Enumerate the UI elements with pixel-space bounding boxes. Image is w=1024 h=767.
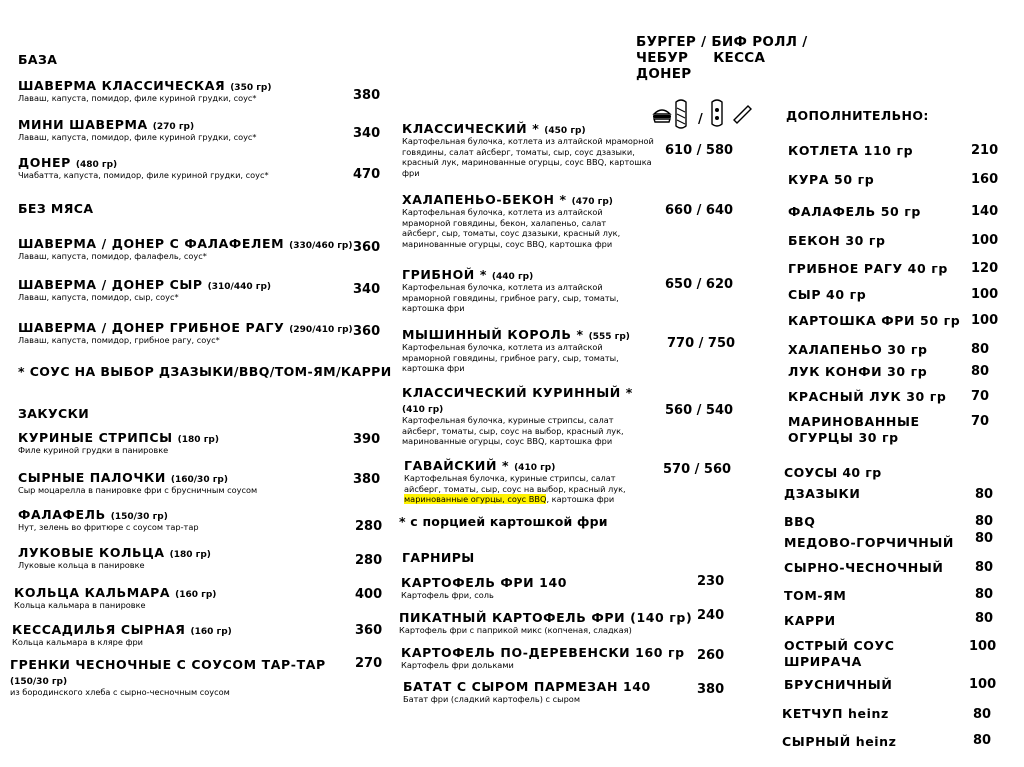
item-weight: (470 гр) [571, 197, 613, 207]
garnish-item [403, 679, 651, 705]
item-desc: Картофельная булочка, куриные стрипсы, салат [402, 415, 614, 425]
item-desc: фри [402, 167, 420, 178]
sauce-item-price: 100 [969, 639, 997, 654]
sauce-item-price: 80 [975, 611, 994, 626]
sauce-item-name: ДЗАЗЫКИ [784, 486, 861, 501]
item-name: ПИКАТНЫЙ КАРТОФЕЛЬ ФРИ (140 гр) [399, 610, 693, 625]
menu-item [18, 320, 353, 346]
item-weight: (150/30 гр) [110, 512, 168, 522]
extra-item-name: БЕКОН 30 гр [788, 233, 886, 248]
item-weight: (290/410 гр) [289, 325, 353, 335]
item-desc: Картофель фри дольками [401, 660, 514, 670]
sauce-note: * СОУС НА ВЫБОР ДЗАЗЫКИ/BBQ/ТОМ-ЯМ/КАРРИ [18, 364, 392, 379]
item-desc: маринованные огурцы, соус BBQ, картошка фри [402, 238, 613, 249]
extra-item-name: СЫР 40 гр [788, 287, 867, 302]
item-name: ХАЛАПЕНЬО-БЕКОН * [402, 192, 567, 207]
item-weight: (450 гр) [544, 126, 586, 136]
item-name: ДОНЕР [18, 155, 71, 170]
item-price: 280 [355, 519, 383, 534]
sauce-item-price: 100 [969, 677, 997, 692]
item-desc: Картофельная булочка, котлета из алтайской мраморной [402, 136, 654, 146]
extra-item-price: 100 [971, 287, 999, 302]
item-name: МИНИ ШАВЕРМА [18, 117, 148, 132]
burger-header-line: БУРГЕР / БИФ РОЛЛ / [636, 34, 808, 50]
item-price: 260 [697, 648, 725, 663]
extra-item-price: 80 [971, 364, 990, 379]
item-name: КОЛЬЦА КАЛЬМАРА [14, 585, 171, 600]
section-title-nomeat: БЕЗ МЯСА [18, 201, 94, 216]
item-desc: картошка фри [402, 363, 465, 373]
sauce-item-name: СЫРНЫЙ heinz [782, 734, 897, 749]
item-price: 470 [353, 167, 381, 182]
item-desc: мраморной говядины, грибное рагу, сыр, томаты, [402, 352, 619, 363]
item-desc: Кольца кальмара в кляре фри [12, 637, 143, 647]
item-price: 360 [353, 324, 381, 339]
extra-item-price: 160 [971, 172, 999, 187]
item-weight: (270 гр) [152, 122, 195, 132]
item-desc: Картофельная булочка, котлета из алтайской [402, 207, 603, 217]
item-name: БАТАТ С СЫРОМ ПАРМЕЗАН 140 [403, 679, 651, 694]
section-title-extras: ДОПОЛНИТЕЛЬНО: [786, 108, 929, 123]
item-name: ГРИБНОЙ * [402, 267, 487, 282]
sauce-item-name [784, 638, 894, 670]
item-desc: Сыр моцарелла в панировке фри с брусничным соусом [18, 485, 258, 495]
sauce-item-price: 80 [975, 587, 994, 602]
icons-separator: / [698, 112, 703, 127]
sauce-item-price: 80 [973, 707, 992, 722]
item-price: 280 [355, 553, 383, 568]
item-price: 610 / 580 [665, 143, 734, 158]
item-price: 770 / 750 [667, 336, 736, 351]
item-desc: Картофель фри, соль [401, 590, 494, 600]
item-desc: Луковые кольца в панировке [18, 560, 145, 570]
sauce-item-name: БРУСНИЧНЫЙ [784, 677, 893, 692]
item-desc: Лаваш, капуста, помидор, филе куриной грудки, соус* [18, 93, 257, 103]
sauce-item-name: КЕТЧУП heinz [782, 706, 889, 721]
extra-item-price: 210 [971, 143, 999, 158]
item-desc: Лаваш, капуста, помидор, филе куриной грудки, соус* [18, 132, 257, 142]
item-weight: (350 гр) [230, 83, 272, 93]
item-desc: Лаваш, капуста, помидор, сыр, соус* [18, 292, 179, 302]
item-name: ЛУКОВЫЕ КОЛЬЦА [18, 545, 165, 560]
extra-item-price: 70 [971, 414, 990, 429]
menu-item [18, 117, 257, 143]
garnish-item [401, 575, 567, 601]
sauce-item-price: 80 [975, 487, 994, 502]
sauce-item-price: 80 [975, 514, 994, 529]
fries-note: * с порцией картошкой фри [399, 514, 608, 529]
item-desc: мраморной говядины, бекон, халапеньо, салат [402, 217, 607, 228]
extra-item-price: 140 [971, 204, 999, 219]
item-desc: Картофельная булочка, куриные стрипсы, салат [404, 473, 616, 483]
extra-item-name: КУРА 50 гр [788, 172, 875, 187]
burger-item [402, 267, 619, 314]
garnish-item [399, 610, 692, 636]
item-weight: (410 гр) [514, 463, 556, 473]
menu-item [10, 657, 326, 698]
menu-item [18, 470, 257, 496]
item-desc: Лаваш, капуста, помидор, грибное рагу, соус* [18, 335, 220, 345]
item-desc: маринованные огурцы, соус BBQ, картошка фри [402, 436, 613, 446]
item-price: 340 [353, 282, 381, 297]
extra-item-name: КРАСНЫЙ ЛУК 30 гр [788, 389, 947, 404]
menu-item [18, 507, 199, 533]
item-weight: (160/30 гр) [170, 475, 228, 485]
burger-header-line: ЧЕБУР КЕССА [636, 50, 766, 66]
item-desc: айсберг, томаты, сыр, соус на выбор, красный лук, [404, 483, 626, 494]
burger-header-line: ДОНЕР [636, 66, 692, 82]
item-price: 380 [353, 472, 381, 487]
sauce-item-name: КАРРИ [784, 613, 836, 628]
item-name: ШАВЕРМА / ДОНЕР ГРИБНОЕ РАГУ [18, 320, 285, 335]
item-name: ШАВЕРМА / ДОНЕР СЫР [18, 277, 203, 292]
menu-item [18, 545, 211, 571]
item-desc: Лаваш, капуста, помидор, фалафель, соус* [18, 251, 207, 261]
burger-item [402, 121, 654, 178]
item-price: 660 / 640 [665, 203, 734, 218]
item-desc: мраморной говядины, грибное рагу, сыр, томаты, [402, 292, 619, 303]
item-desc: Картофельная булочка, котлета из алтайской [402, 282, 603, 292]
item-desc: айсберг, сыр, томаты, соус дзазыки, красный лук, [402, 228, 621, 238]
item-desc-tail: , картошка фри [546, 494, 615, 504]
highlighted-text: маринованные огурцы, соус BBQ [404, 494, 547, 504]
menu-item [18, 155, 269, 181]
section-title-snacks: ЗАКУСКИ [18, 406, 90, 421]
item-price: 360 [355, 623, 383, 638]
burger-item [402, 385, 633, 447]
item-weight: (410 гр) [402, 405, 444, 415]
item-weight: (480 гр) [75, 160, 118, 170]
item-name: КАРТОФЕЛЬ ПО-ДЕРЕВЕНСКИ 160 гр [401, 645, 685, 660]
extra-item-name: КАРТОШКА ФРИ 50 гр [788, 313, 961, 328]
item-price: 380 [353, 88, 381, 103]
roll-icon [674, 98, 688, 130]
item-desc: Батат фри (сладкий картофель) с сыром [403, 694, 580, 704]
item-price: 270 [355, 656, 383, 671]
item-name: КУРИНЫЕ СТРИПСЫ [18, 430, 173, 445]
item-desc: из бородинского хлеба с сырно-чесночным соусом [10, 687, 230, 697]
item-weight: (150/30 гр) [10, 677, 68, 687]
item-desc: айсберг, томаты, сыр, соус на выбор, красный лук, [402, 425, 624, 436]
item-desc: Картофельная булочка, котлета из алтайской [402, 342, 603, 352]
item-price: 360 [353, 240, 381, 255]
item-name: МЫШИННЫЙ КОРОЛЬ * [402, 327, 584, 342]
item-desc: Картофель фри с паприкой микс (копченая, сладкая) [399, 625, 632, 635]
item-name: ФАЛАФЕЛЬ [18, 507, 106, 522]
item-desc: Филе куриной грудки в панировке [18, 445, 169, 455]
extra-item-price: 70 [971, 389, 990, 404]
extra-item-name-line: МАРИНОВАННЫЕ [788, 414, 920, 429]
item-desc: картошка фри [402, 303, 465, 313]
menu-item [18, 236, 352, 262]
burger-item [402, 192, 620, 249]
item-name: ШАВЕРМА / ДОНЕР С ФАЛАФЕЛЕМ [18, 236, 285, 251]
extra-item-name: ХАЛАПЕНЬО 30 гр [788, 342, 928, 357]
sauce-item-price: 80 [973, 733, 992, 748]
item-price: 570 / 560 [663, 462, 732, 477]
item-weight: (555 гр) [588, 332, 630, 342]
sauce-item-name-line: ШРИРАЧА [784, 654, 862, 669]
item-name: КЛАССИЧЕСКИЙ * [402, 121, 540, 136]
extra-item-name: ФАЛАФЕЛЬ 50 гр [788, 204, 921, 219]
product-icons [650, 98, 760, 132]
item-weight: (440 гр) [491, 272, 534, 282]
sauce-item-name-line: ОСТРЫЙ СОУС [784, 638, 895, 653]
item-name: КЛАССИЧЕСКИЙ КУРИННЫЙ * [402, 385, 633, 400]
menu-item [14, 585, 216, 611]
item-name: КАРТОФЕЛЬ ФРИ 140 [401, 575, 568, 590]
item-weight: (330/460 гр) [289, 241, 353, 251]
section-title-sauces: СОУСЫ 40 гр [784, 465, 882, 480]
sauce-item-name: МЕДОВО-ГОРЧИЧНЫЙ [784, 535, 954, 550]
sauce-item-price: 80 [975, 560, 994, 575]
item-name: ГАВАЙСКИЙ * [404, 458, 510, 473]
burger-item [404, 458, 626, 505]
extra-item-name-line: ОГУРЦЫ 30 гр [788, 430, 899, 445]
item-weight: (180 гр) [177, 435, 219, 445]
item-price: 240 [697, 608, 725, 623]
item-price: 560 / 540 [665, 403, 734, 418]
sauce-item-name: BBQ [784, 514, 816, 529]
extra-item-name: ГРИБНОЕ РАГУ 40 гр [788, 261, 948, 276]
sauce-item-name: ТОМ-ЯМ [784, 588, 847, 603]
item-weight: (160 гр) [190, 627, 232, 637]
section-title-baza: БАЗА [18, 52, 58, 67]
menu-item [18, 430, 219, 456]
item-name: ГРЕНКИ ЧЕСНОЧНЫЕ С СОУСОМ ТАР-ТАР [10, 657, 326, 672]
sauce-item-price: 80 [975, 531, 994, 546]
item-price: 650 / 620 [665, 277, 734, 292]
extra-item-price: 80 [971, 342, 990, 357]
item-price: 340 [353, 126, 381, 141]
extra-item-name: КОТЛЕТА 110 гр [788, 143, 914, 158]
extra-item-name: ЛУК КОНФИ 30 гр [788, 364, 928, 379]
item-price: 230 [697, 574, 725, 589]
item-name: ШАВЕРМА КЛАССИЧЕСКАЯ [18, 78, 226, 93]
item-desc: Кольца кальмара в панировке [14, 600, 146, 610]
item-desc: Нут, зелень во фритюре с соусом тар-тар [18, 522, 199, 532]
burger-item [402, 327, 630, 374]
cheburek-icon [710, 98, 724, 128]
item-price: 390 [353, 432, 381, 447]
item-desc: Чиабатта, капуста, помидор, филе куриной грудки, соус* [18, 170, 269, 180]
wrap-icon [730, 102, 752, 124]
item-desc: говядины, салат айсберг, томаты, сыр, соус дзазыки, [402, 146, 635, 157]
item-weight: (160 гр) [175, 590, 217, 600]
burger-icon [652, 106, 672, 124]
garnish-item [401, 645, 685, 671]
item-desc [404, 494, 626, 505]
extra-item-name [788, 414, 920, 446]
item-weight: (180 гр) [169, 550, 211, 560]
item-name: СЫРНЫЕ ПАЛОЧКИ [18, 470, 166, 485]
menu-item [18, 277, 271, 303]
menu-item [12, 622, 232, 648]
menu-item [18, 78, 271, 104]
item-price: 400 [355, 587, 383, 602]
section-title-garnish: ГАРНИРЫ [402, 550, 475, 565]
item-name: КЕССАДИЛЬЯ СЫРНАЯ [12, 622, 186, 637]
extra-item-price: 100 [971, 233, 999, 248]
item-weight: (310/440 гр) [207, 282, 272, 292]
item-price: 380 [697, 682, 725, 697]
extra-item-price: 120 [971, 261, 999, 276]
burger-header [636, 34, 807, 82]
extra-item-price: 100 [971, 313, 999, 328]
item-desc: красный лук, маринованные огурцы, соус BBQ, картошка [402, 157, 652, 167]
sauce-item-name: СЫРНО-ЧЕСНОЧНЫЙ [784, 560, 944, 575]
